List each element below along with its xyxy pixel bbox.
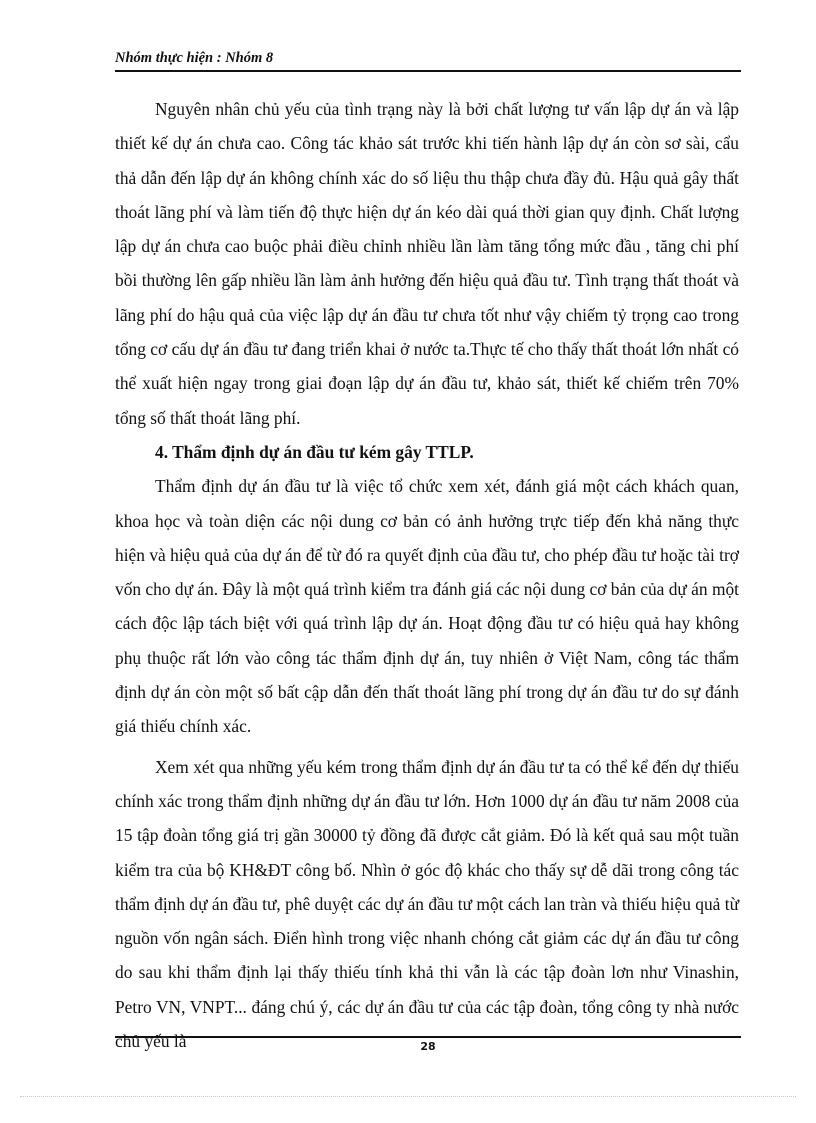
paragraph-appraisal-definition: Thẩm định dự án đầu tư là việc tổ chức xem xét, đánh giá một cách khách quan, khoa học và toàn diện các nội dung cơ bản có ảnh hưởng trực tiếp đến khả năng thực hiện và hiệu quả của dự án để từ đó ra quyết định của đầu tư, cho phép đầu tư hoặc tài trợ vốn cho dự án. Đây là một quá trình kiểm tra đánh giá các nội dung cơ bản của dự án một cách độc lập tách biệt với quá trình lập dự án. Hoạt động đầu tư có hiệu quả hay không phụ thuộc rất lớn vào công tác thẩm định dự án, tuy nhiên ở Việt Nam, công tác thẩm định dự án còn một số bất cập dẫn đến thất thoát lãng phí trong dự án đầu tư do sự đánh giá thiếu chính xác.	[115, 476, 739, 737]
paragraph-causes: Nguyên nhân chủ yếu của tình trạng này là bởi chất lượng tư vấn lập dự án và lập thiết kế dự án chưa cao. Công tác khảo sát trước khi tiến hành lập dự án còn sơ sài, cẩu thả dẫn đến lập dự án không chính xác do số liệu thu thập chưa đầy đủ. Hậu quả gây thất thoát lãng phí và làm tiến độ thực hiện dự án kéo dài quá thời gian quy định. Chất lượng lập dự án chưa cao buộc phải điều chỉnh nhiều lần làm tăng tổng mức đầu , tăng chi phí bồi thường lên gấp nhiều lần làm ảnh hưởng đến hiệu quả đầu tư. Tình trạng thất thoát và lãng phí do hậu quả của việc lập dự án đầu tư chưa tốt như vậy chiếm tỷ trọng cao trong tổng cơ cấu dự án đầu tư đang triển khai ở nước ta.Thực tế cho thấy thất thoát lớn nhất có thể xuất hiện ngay trong giai đoạn lập dự án đầu tư, khảo sát, thiết kế chiếm trên 70% tổng số thất thoát lãng phí.	[115, 99, 739, 428]
document-body	[115, 92, 739, 1058]
page-header	[115, 48, 741, 72]
section-heading-4: 4. Thẩm định dự án đầu tư kém gây TTLP.	[155, 441, 474, 462]
header-group-label: Nhóm thực hiện : Nhóm 8	[115, 50, 274, 66]
footer-divider	[115, 1036, 741, 1038]
paragraph-appraisal-weaknesses: Xem xét qua những yếu kém trong thẩm định dự án đầu tư ta có thể kể đến dự thiếu chính xác trong thẩm định những dự án đầu tư lớn. Hơn 1000 dự án đầu tư năm 2008 của 15 tập đoàn tổng giá trị gần 30000 tỷ đồng đã được cắt giảm. Đó là kết quả sau một tuần kiểm tra của bộ KH&ĐT công bố. Nhìn ở góc độ khác cho thấy sự dễ dãi trong công tác thẩm định dự án đầu tư, phê duyệt các dự án đầu tư một cách lan tràn và thiếu hiệu quả từ nguồn vốn ngân sách. Điển hình trong việc nhanh chóng cắt giảm các dự án đầu tư công do sau khi thẩm định lại thấy thiếu tính khả thi vẫn là các tập đoàn lơn như Vinashin, Petro VN, VNPT... đáng chú ý, các dự án đầu tư của các tập đoàn, tổng công ty nhà nước chủ yếu là	[115, 756, 739, 1052]
page-number: 28	[420, 1040, 436, 1053]
page-boundary-dotted-line	[20, 1096, 796, 1097]
